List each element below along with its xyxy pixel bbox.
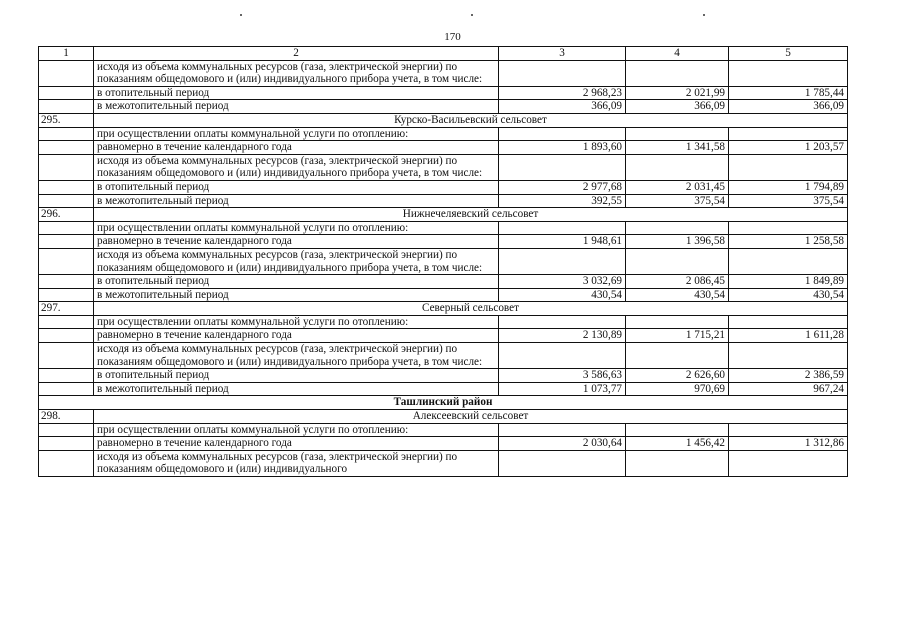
column-number: 3 bbox=[499, 47, 626, 61]
tariff-value: 2 626,60 bbox=[626, 369, 729, 383]
value-row bbox=[39, 86, 848, 100]
row-description: при осуществлении оплаты коммунальной услуги по отоплению: bbox=[94, 423, 499, 437]
row-number-empty bbox=[39, 180, 94, 194]
description-row bbox=[39, 450, 848, 476]
tariff-value: 1 715,21 bbox=[626, 329, 729, 343]
description-row bbox=[39, 248, 848, 274]
tariff-value: 1 794,89 bbox=[729, 180, 848, 194]
value-row bbox=[39, 369, 848, 383]
empty-cell bbox=[499, 315, 626, 329]
description-row bbox=[39, 60, 848, 86]
empty-cell bbox=[729, 221, 848, 235]
tariff-value: 366,09 bbox=[729, 100, 848, 114]
tariff-value: 3 586,63 bbox=[499, 369, 626, 383]
tariff-value: 2 031,45 bbox=[626, 180, 729, 194]
tariff-value: 2 130,89 bbox=[499, 329, 626, 343]
tariff-value: 2 386,59 bbox=[729, 369, 848, 383]
empty-cell bbox=[499, 343, 626, 369]
row-description: при осуществлении оплаты коммунальной услуги по отоплению: bbox=[94, 315, 499, 329]
column-number-row bbox=[39, 47, 848, 61]
row-number-empty bbox=[39, 382, 94, 396]
empty-cell bbox=[626, 423, 729, 437]
tariff-value: 392,55 bbox=[499, 194, 626, 208]
value-row bbox=[39, 235, 848, 249]
row-description: равномерно в течение календарного года bbox=[94, 235, 499, 249]
row-number: 298. bbox=[39, 410, 94, 424]
row-number-empty bbox=[39, 100, 94, 114]
empty-cell bbox=[499, 450, 626, 476]
tariff-value: 1 396,58 bbox=[626, 235, 729, 249]
empty-cell bbox=[626, 343, 729, 369]
row-description: исходя из объема коммунальных ресурсов (газа, электрической энергии) по показаниям общедомового и (или) индивидуального прибора учета, в том числе: bbox=[94, 60, 499, 86]
row-description: в межотопительный период bbox=[94, 100, 499, 114]
value-row bbox=[39, 329, 848, 343]
description-row bbox=[39, 221, 848, 235]
empty-cell bbox=[729, 248, 848, 274]
value-row bbox=[39, 194, 848, 208]
tariff-value: 2 021,99 bbox=[626, 86, 729, 100]
row-number-empty bbox=[39, 315, 94, 329]
description-row bbox=[39, 315, 848, 329]
subdivision-name: Курско-Васильевский сельсовет bbox=[94, 113, 848, 127]
district-row bbox=[39, 396, 848, 410]
tariff-value: 430,54 bbox=[499, 288, 626, 302]
column-number: 2 bbox=[94, 47, 499, 61]
row-number-empty bbox=[39, 235, 94, 249]
empty-cell bbox=[626, 127, 729, 141]
empty-cell bbox=[626, 221, 729, 235]
row-number-empty bbox=[39, 154, 94, 180]
tariff-value: 430,54 bbox=[626, 288, 729, 302]
page-number: 170 bbox=[444, 31, 461, 43]
empty-cell bbox=[729, 154, 848, 180]
row-number-empty bbox=[39, 194, 94, 208]
row-number-empty bbox=[39, 60, 94, 86]
tariff-value: 1 948,61 bbox=[499, 235, 626, 249]
description-row bbox=[39, 127, 848, 141]
tariff-value: 366,09 bbox=[499, 100, 626, 114]
value-row bbox=[39, 180, 848, 194]
row-number-empty bbox=[39, 127, 94, 141]
empty-cell bbox=[499, 154, 626, 180]
row-number: 295. bbox=[39, 113, 94, 127]
subdivision-row bbox=[39, 410, 848, 424]
empty-cell bbox=[626, 315, 729, 329]
row-description: исходя из объема коммунальных ресурсов (газа, электрической энергии) по показаниям общедомового и (или) индивидуального bbox=[94, 450, 499, 476]
tariff-value: 970,69 bbox=[626, 382, 729, 396]
tariff-value: 1 341,58 bbox=[626, 141, 729, 155]
row-description: в отопительный период bbox=[94, 275, 499, 289]
tariff-value: 375,54 bbox=[626, 194, 729, 208]
empty-cell bbox=[729, 315, 848, 329]
row-number: 296. bbox=[39, 208, 94, 222]
subdivision-row bbox=[39, 302, 848, 316]
tariff-value: 967,24 bbox=[729, 382, 848, 396]
description-row bbox=[39, 423, 848, 437]
row-number-empty bbox=[39, 86, 94, 100]
tariff-value: 1 258,58 bbox=[729, 235, 848, 249]
tariff-table bbox=[38, 46, 848, 477]
row-description: в межотопительный период bbox=[94, 382, 499, 396]
tariff-value: 430,54 bbox=[729, 288, 848, 302]
tariff-value: 3 032,69 bbox=[499, 275, 626, 289]
row-description: при осуществлении оплаты коммунальной услуги по отоплению: bbox=[94, 221, 499, 235]
row-number-empty bbox=[39, 423, 94, 437]
tariff-value: 2 968,23 bbox=[499, 86, 626, 100]
empty-cell bbox=[626, 248, 729, 274]
row-description: равномерно в течение календарного года bbox=[94, 141, 499, 155]
empty-cell bbox=[729, 343, 848, 369]
row-description: в межотопительный период bbox=[94, 194, 499, 208]
subdivision-row bbox=[39, 208, 848, 222]
tariff-value: 2 977,68 bbox=[499, 180, 626, 194]
value-row bbox=[39, 100, 848, 114]
row-description: в отопительный период bbox=[94, 369, 499, 383]
scan-dot bbox=[471, 14, 473, 16]
row-description: равномерно в течение календарного года bbox=[94, 437, 499, 451]
row-description: исходя из объема коммунальных ресурсов (газа, электрической энергии) по показаниям общедомового и (или) индивидуального прибора учета, в том числе: bbox=[94, 343, 499, 369]
empty-cell bbox=[499, 127, 626, 141]
row-description: в отопительный период bbox=[94, 180, 499, 194]
subdivision-name: Алексеевский сельсовет bbox=[94, 410, 848, 424]
value-row bbox=[39, 382, 848, 396]
empty-cell bbox=[729, 60, 848, 86]
tariff-value: 1 456,42 bbox=[626, 437, 729, 451]
tariff-value: 1 312,86 bbox=[729, 437, 848, 451]
tariff-value: 2 086,45 bbox=[626, 275, 729, 289]
empty-cell bbox=[729, 423, 848, 437]
row-description: исходя из объема коммунальных ресурсов (газа, электрической энергии) по показаниям общедомового и (или) индивидуального прибора учета, в том числе: bbox=[94, 154, 499, 180]
empty-cell bbox=[499, 423, 626, 437]
row-description: в отопительный период bbox=[94, 86, 499, 100]
row-number-empty bbox=[39, 369, 94, 383]
empty-cell bbox=[626, 450, 729, 476]
row-description: исходя из объема коммунальных ресурсов (газа, электрической энергии) по показаниям общедомового и (или) индивидуального прибора учета, в том числе: bbox=[94, 248, 499, 274]
row-number-empty bbox=[39, 288, 94, 302]
row-number-empty bbox=[39, 329, 94, 343]
value-row bbox=[39, 288, 848, 302]
row-number-empty bbox=[39, 221, 94, 235]
tariff-value: 375,54 bbox=[729, 194, 848, 208]
column-number: 1 bbox=[39, 47, 94, 61]
empty-cell bbox=[499, 221, 626, 235]
subdivision-name: Нижнечеляевский сельсовет bbox=[94, 208, 848, 222]
row-description: в межотопительный период bbox=[94, 288, 499, 302]
tariff-value: 1 785,44 bbox=[729, 86, 848, 100]
row-description: равномерно в течение календарного года bbox=[94, 329, 499, 343]
tariff-value: 1 893,60 bbox=[499, 141, 626, 155]
tariff-value: 1 073,77 bbox=[499, 382, 626, 396]
value-row bbox=[39, 437, 848, 451]
empty-cell bbox=[626, 60, 729, 86]
row-number-empty bbox=[39, 141, 94, 155]
tariff-value: 366,09 bbox=[626, 100, 729, 114]
subdivision-row bbox=[39, 113, 848, 127]
empty-cell bbox=[499, 60, 626, 86]
row-number-empty bbox=[39, 450, 94, 476]
empty-cell bbox=[729, 450, 848, 476]
subdivision-name: Северный сельсовет bbox=[94, 302, 848, 316]
row-number-empty bbox=[39, 437, 94, 451]
tariff-value: 1 611,28 bbox=[729, 329, 848, 343]
scan-dot bbox=[703, 14, 705, 16]
row-description: при осуществлении оплаты коммунальной услуги по отоплению: bbox=[94, 127, 499, 141]
scan-dot bbox=[240, 14, 242, 16]
tariff-value: 1 849,89 bbox=[729, 275, 848, 289]
empty-cell bbox=[729, 127, 848, 141]
value-row bbox=[39, 275, 848, 289]
row-number-empty bbox=[39, 248, 94, 274]
row-number-empty bbox=[39, 275, 94, 289]
column-number: 5 bbox=[729, 47, 848, 61]
row-number: 297. bbox=[39, 302, 94, 316]
district-name: Ташлинский район bbox=[39, 396, 848, 410]
tariff-value: 2 030,64 bbox=[499, 437, 626, 451]
column-number: 4 bbox=[626, 47, 729, 61]
empty-cell bbox=[499, 248, 626, 274]
description-row bbox=[39, 343, 848, 369]
empty-cell bbox=[626, 154, 729, 180]
scan-marks bbox=[0, 14, 905, 20]
description-row bbox=[39, 154, 848, 180]
value-row bbox=[39, 141, 848, 155]
row-number-empty bbox=[39, 343, 94, 369]
tariff-value: 1 203,57 bbox=[729, 141, 848, 155]
